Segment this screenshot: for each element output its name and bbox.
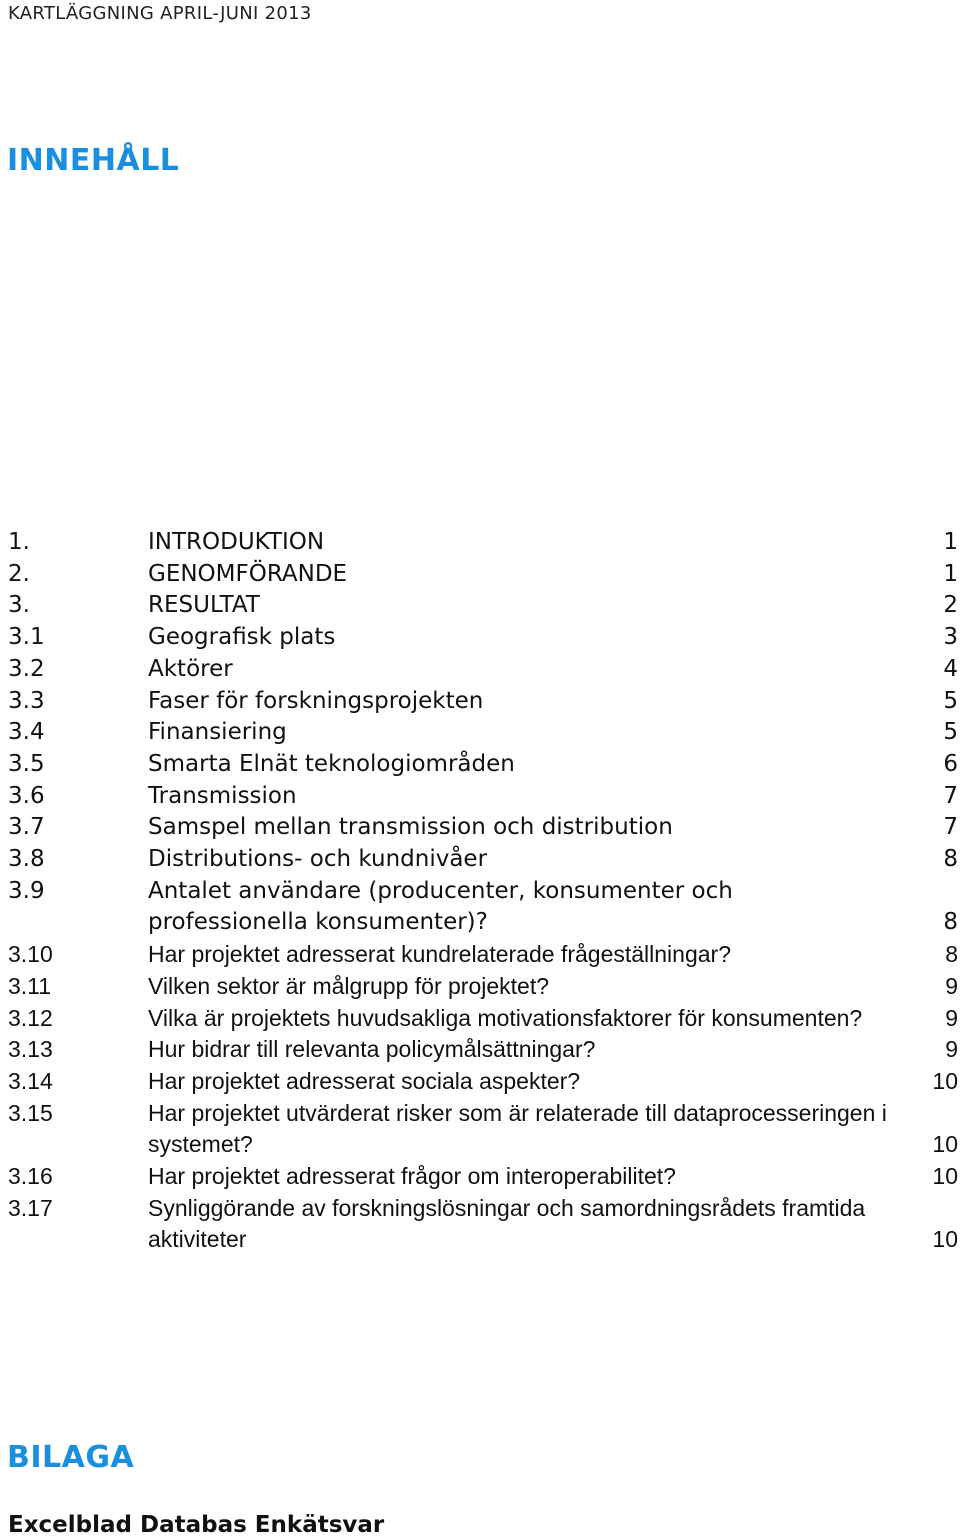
toc-entry-1[interactable]: [8, 527, 958, 559]
toc-entry-number: 3.9: [8, 877, 45, 904]
toc-entry-3-7[interactable]: [8, 812, 958, 844]
toc-entry-title: Samspel mellan transmission och distribution: [148, 814, 673, 841]
toc-entry-page: 3: [943, 624, 958, 651]
toc-entry-3-13[interactable]: [8, 1034, 958, 1066]
toc-entry-number: 3.4: [8, 719, 45, 746]
toc-heading: INNEHÅLL: [7, 143, 180, 178]
toc-entry-number: 3.3: [8, 687, 45, 714]
toc-entry-title: Distributions- och kundnivåer: [148, 846, 488, 873]
toc-entry-title: Geografisk plats: [148, 624, 336, 651]
toc-entry-title: Har projektet adresserat kundrelaterade frågeställningar?: [148, 941, 731, 968]
running-header: KARTLÄGGNING APRIL-JUNI 2013: [8, 3, 312, 24]
toc-entry-title: Transmission: [148, 782, 297, 809]
toc-entry-number: 3.1: [8, 624, 45, 651]
toc-entry-3-3[interactable]: [8, 686, 958, 718]
toc-entry-page: 6: [943, 750, 958, 777]
toc-entry-number: 3.6: [8, 782, 45, 809]
toc-entry-page: 10: [932, 1226, 958, 1253]
toc-entry-title: GENOMFÖRANDE: [148, 560, 348, 587]
toc-entry-number: 1.: [8, 529, 30, 555]
toc-entry-number: 3.16: [8, 1163, 53, 1190]
toc-entry-page: 4: [943, 655, 958, 682]
toc-entry-3-16[interactable]: [8, 1161, 958, 1193]
toc-entry-number: 3.17: [8, 1194, 53, 1221]
toc-entry-title: Finansiering: [148, 719, 287, 746]
toc-entry-page: 10: [932, 1067, 958, 1094]
toc-entry-title: Hur bidrar till relevanta policymålsättningar?: [148, 1036, 596, 1063]
toc-entry-2[interactable]: [8, 559, 958, 591]
toc-entry-page: 8: [945, 941, 958, 968]
toc-entry-number: 3.12: [8, 1004, 53, 1031]
toc-entry-page: 8: [943, 909, 958, 936]
toc-entry-page: 1: [943, 529, 958, 555]
toc-entry-3-2[interactable]: [8, 654, 958, 686]
toc-entry-3-1[interactable]: [8, 622, 958, 654]
toc-entry-title: Aktörer: [148, 655, 233, 682]
toc-entry-page: 10: [932, 1163, 958, 1190]
toc-entry-3-17[interactable]: [8, 1193, 958, 1256]
toc-entry-page: 10: [932, 1131, 958, 1158]
toc-entry-3-5[interactable]: [8, 749, 958, 781]
toc-entry-number: 2.: [8, 560, 30, 587]
toc-entry-page: 8: [943, 846, 958, 873]
toc-entry-3-12[interactable]: [8, 1003, 958, 1035]
toc-entry-page: 5: [943, 687, 958, 714]
toc-entry-title: INTRODUKTION: [148, 529, 325, 555]
toc-entry-3[interactable]: [8, 590, 958, 622]
toc-entry-page: 5: [943, 719, 958, 746]
toc-entry-title: Har projektet adresserat frågor om interoperabilitet?: [148, 1163, 676, 1190]
toc-entry-page: 1: [943, 560, 958, 587]
toc-entry-number: 3.14: [8, 1067, 53, 1094]
toc-entry-number: 3.5: [8, 750, 45, 777]
toc-entry-3-4[interactable]: [8, 717, 958, 749]
toc-entry-page: 9: [945, 1036, 958, 1063]
toc-entry-3-11[interactable]: [8, 971, 958, 1003]
toc-entry-number: 3.: [8, 592, 30, 619]
toc-entry-title: Smarta Elnät teknologiområden: [148, 750, 515, 777]
toc-entry-3-15[interactable]: [8, 1098, 958, 1161]
toc-entry-title: Faser för forskningsprojekten: [148, 687, 484, 714]
toc-entry-3-8[interactable]: [8, 844, 958, 876]
toc-entry-page: 7: [943, 782, 958, 809]
toc-entry-page: 2: [943, 592, 958, 619]
toc-entry-number: 3.8: [8, 846, 45, 873]
toc-entry-3-14[interactable]: [8, 1066, 958, 1098]
toc-entry-3-10[interactable]: [8, 939, 958, 971]
toc-entry-title: Har projektet utvärderat risker som är relaterade till dataprocesseringen i systemet?: [148, 1099, 887, 1158]
toc-entry-number: 3.11: [8, 972, 52, 999]
toc-entry-number: 3.13: [8, 1036, 53, 1063]
toc-entry-page: 9: [945, 1004, 958, 1031]
toc-entry-number: 3.7: [8, 814, 45, 841]
toc-entry-title: Har projektet adresserat sociala aspekter?: [148, 1067, 581, 1094]
toc-entry-title: Synliggörande av forskningslösningar och samordningsrådets framtida aktiviteter: [148, 1194, 866, 1253]
toc-entry-page: 9: [945, 972, 958, 999]
toc-entry-3-9[interactable]: [8, 876, 958, 939]
toc-entry-number: 3.10: [8, 941, 53, 968]
toc-entry-title: Antalet användare (producenter, konsumenter och professionella konsumenter)?: [148, 877, 733, 936]
toc-entry-page: 7: [943, 814, 958, 841]
toc-entry-number: 3.2: [8, 655, 45, 682]
toc-entry-number: 3.15: [8, 1099, 53, 1126]
appendix-item[interactable]: Excelblad Databas Enkätsvar: [8, 1512, 385, 1538]
toc-entry-title: Vilka är projektets huvudsakliga motivationsfaktorer för konsumenten?: [148, 1004, 863, 1031]
toc-entry-title: RESULTAT: [148, 592, 260, 619]
toc-entry-title: Vilken sektor är målgrupp för projektet?: [148, 972, 549, 999]
appendix-heading: BILAGA: [7, 1440, 135, 1475]
table-of-contents: [8, 527, 958, 1256]
toc-entry-3-6[interactable]: [8, 781, 958, 813]
